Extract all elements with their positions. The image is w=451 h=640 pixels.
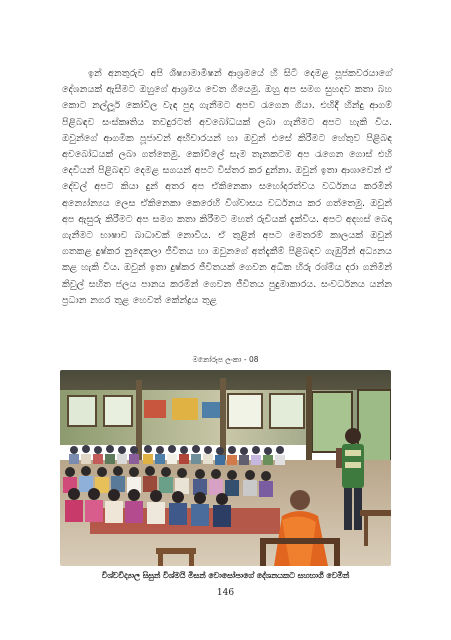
magazine-footer-label: මනෝරූප ලංකා - 08 [192, 355, 259, 364]
page-number: 146 [216, 588, 235, 598]
photo-caption: විශ්වවිද්‍යාල සිසුන් විශ්මයි මිසන් වොසෝපාගේ දේශනයකට සහභාගී වෙමින් [101, 571, 350, 580]
body-paragraph: ඉන් අනතුරුව අපි ශිෂ්‍යාමාමිෂන් ආශ්‍රමයේ හි සිටි දෙමළ පූජකවරයාගේ දේශනයක් ඇසීමට ඔහුගේ ආශ්‍රමය වෙත ගියෙමු. ඔහු අප සමග සුහදව කතා බහ කොට නල්ලූර් කෝවිල වැඳ පුදා ගැනීමට අපව රැගෙන ගියා. එහිදී හින්දු ආගම් පිළිබඳව සංස්කෘතිය තවදුරටත් අවබෝධයක් ලබා ගැනීමට අපට හැකි විය. ඔවුන්ගේ ආගමික පූජාවන් අභිචාරයන් හා ඔවුන් එසේ කිරීමට හේතුව පිළිබඳ අවබෝධයක් ලබා ගත්තෙමු. කෝවිලේ සැම තැනකටම අප රැගෙන ගොස් එහි දෙවියන් පිළිබඳව දෙමළ සගයන් අපට විස්තර කර දුන්නා. ඔවුන් ඉතා ආශාවෙන් ඒ දේවල් අපට කියා දුන් අතර අප ඒකිනෙකා සහෝදරත්වය වර්ධනය කරමින් අන්‍යෝන්‍යය ලෙස ඒකිනෙකා කෙරෙහි විශ්වාසය වර්ධනය කර ගත්තෙමු. ඔවුන් අප ඇසුරු කිරීමට අප සමග කතා කිරීමට මහත් රුචියක් දැක්වීය. අපට අදහස් බෙදා ගැනීමට භාෂාව බාධාවක් නොවීය. ඒ තුළින් අපට මෙතරම් කාලයක් ඔවුන් ගතකළ දුෂ්කර නුදෙකලා ජීවිතය හා ඔවුනගේ අත්දැකීම් පිළිබඳව ගැඹුරින් අධ්‍යනය කළ හැකි විය. ඔවුන් ඉතා දුෂ්කර ජීවිතයක් ගෙවන අධික හිරු රශ්මිය දරා ගනිමින් කිවුල් සහිත ජලය පානය කරමින් ගෙවන ජීවිතය පුදුමාකාරය. සංවර්ධනය යන්න ප්‍රධාන නගර තුළ හෙවත් කේන්ද්‍රය තුළ [62, 68, 392, 306]
event-photo [60, 370, 391, 566]
event-photo-illustration [60, 370, 391, 566]
